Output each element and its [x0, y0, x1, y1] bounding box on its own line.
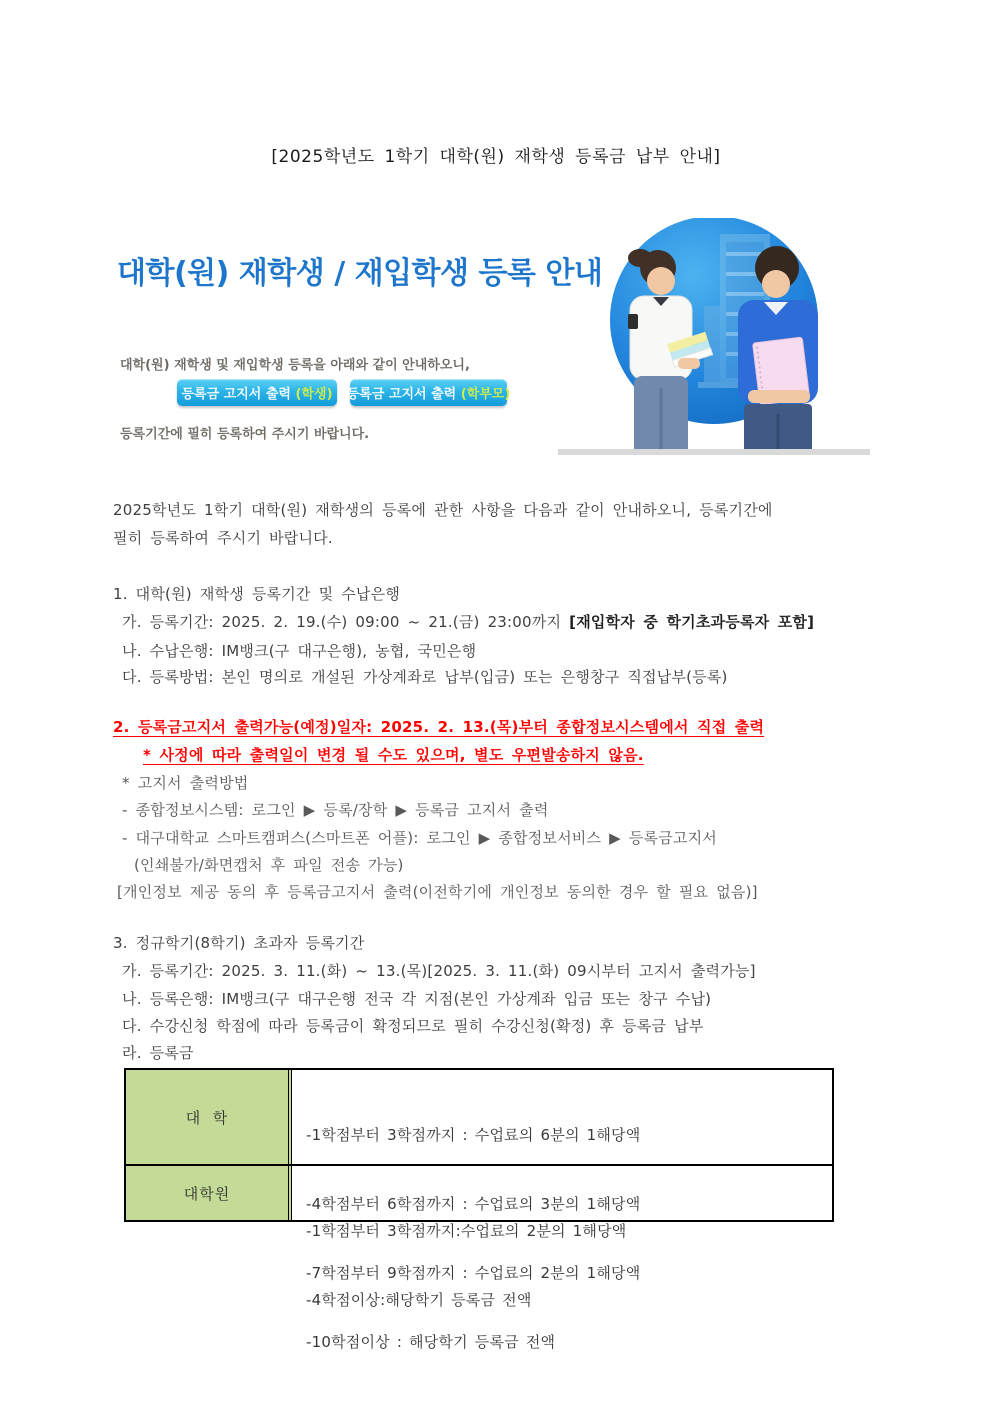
- print-bill-parent-label: 등록금 고지서 출력: [346, 387, 461, 402]
- table-line: -1학점부터 3학점까지:수업료의 2분의 1해당액: [306, 1222, 627, 1240]
- print-note-portal: - 종합정보시스템: 로그인 ▶ 등록/장학 ▶ 등록금 고지서 출력: [122, 801, 549, 819]
- table-line: -1학점부터 3학점까지 : 수업료의 6분의 1해당액: [306, 1126, 641, 1144]
- photo-floor-strip: [558, 449, 870, 455]
- section1-item-ga-bold: [재입학자 중 학기초과등록자 포함]: [569, 613, 815, 631]
- print-bill-student-button[interactable]: [177, 379, 337, 406]
- intro-line-1: 2025학년도 1학기 대학(원) 재학생의 등록에 관한 사항을 다음과 같이 안내하오니, 등록기간에: [113, 501, 773, 519]
- section1-item-na: 나. 수납은행: IM뱅크(구 대구은행), 농협, 국민은행: [122, 642, 477, 660]
- banner-title: 대학(원) 재학생 / 재입학생 등록 안내: [117, 256, 603, 291]
- print-note-method-title: * 고지서 출력방법: [122, 774, 249, 792]
- intro-line-2: 필히 등록하여 주시기 바랍니다.: [113, 529, 333, 547]
- table-label-university: 대 학: [126, 1070, 292, 1164]
- print-bill-student-highlight: (학생): [295, 387, 333, 402]
- registration-banner: [112, 210, 870, 455]
- print-note-no-print: (인쇄불가/화면캡처 후 파일 전송 가능): [134, 856, 404, 874]
- print-note-privacy: [개인정보 제공 동의 후 등록금고지서 출력(이전학기에 개인정보 동의한 경우 할 필요 없음)]: [117, 883, 758, 901]
- table-label-gradschool: 대학원: [126, 1166, 292, 1220]
- table-line: -7학점부터 9학점까지 : 수업료의 2분의 1해당액: [306, 1264, 641, 1282]
- section3-item-ra: 라. 등록금: [122, 1044, 194, 1062]
- section3-item-ga: 가. 등록기간: 2025. 3. 11.(화) ~ 13.(목)[2025. 3. 11.(화) 09시부터 고지서 출력가능]: [122, 962, 756, 980]
- section1-item-da: 다. 등록방법: 본인 명의로 개설된 가상계좌로 납부(입금) 또는 은행창구 직접납부(등록): [122, 668, 728, 686]
- table-line: -10학점이상 : 해당학기 등록금 전액: [306, 1333, 556, 1351]
- banner-subtitle-line2: 등록기간에 필히 등록하여 주시기 바랍니다.: [120, 427, 370, 442]
- print-bill-parent-button[interactable]: [346, 379, 511, 406]
- print-note-smartcampus: - 대구대학교 스마트캠퍼스(스마트폰 어플): 로그인 ▶ 종합정보서비스 ▶ 등록금고지서: [122, 829, 717, 847]
- section1-item-ga-text: 가. 등록기간: 2025. 2. 19.(수) 09:00 ~ 21.(금) 23:00까지: [122, 613, 570, 631]
- table-line: -4학점부터 6학점까지 : 수업료의 3분의 1해당액: [306, 1195, 641, 1213]
- print-bill-parent-highlight: (학부모): [460, 387, 511, 402]
- section2-note: * 사정에 따라 출력일이 변경 될 수도 있으며, 별도 우편발송하지 않음.: [143, 746, 644, 764]
- section3-item-da: 다. 수강신청 학점에 따라 등록금이 확정되므로 필히 수강신청(확정) 후 등록금 납부: [122, 1017, 704, 1035]
- section2-heading: 2. 등록금고지서 출력가능(예정)일자: 2025. 2. 13.(목)부터 종합정보시스템에서 직접 출력: [113, 718, 765, 736]
- students-photo: [558, 218, 870, 455]
- section3-item-na: 나. 등록은행: IM뱅크(구 대구은행 전국 각 지점(본인 가상계좌 입금 또는 창구 수납): [122, 990, 712, 1008]
- document-title: [2025학년도 1학기 대학(원) 재학생 등록금 납부 안내]: [271, 147, 721, 167]
- section1-heading: 1. 대학(원) 재학생 등록기간 및 수납은행: [113, 585, 401, 603]
- section1-item-ga: [122, 612, 814, 632]
- banner-subtitle-line1: 대학(원) 재학생 및 재입학생 등록을 아래와 같이 안내하오니,: [120, 358, 470, 373]
- section3-heading: 3. 정규학기(8학기) 초과자 등록기간: [113, 934, 365, 952]
- table-line: -4학점이상:해당학기 등록금 전액: [306, 1291, 532, 1309]
- print-bill-student-label: 등록금 고지서 출력: [181, 387, 296, 402]
- tuition-table: [124, 1068, 834, 1351]
